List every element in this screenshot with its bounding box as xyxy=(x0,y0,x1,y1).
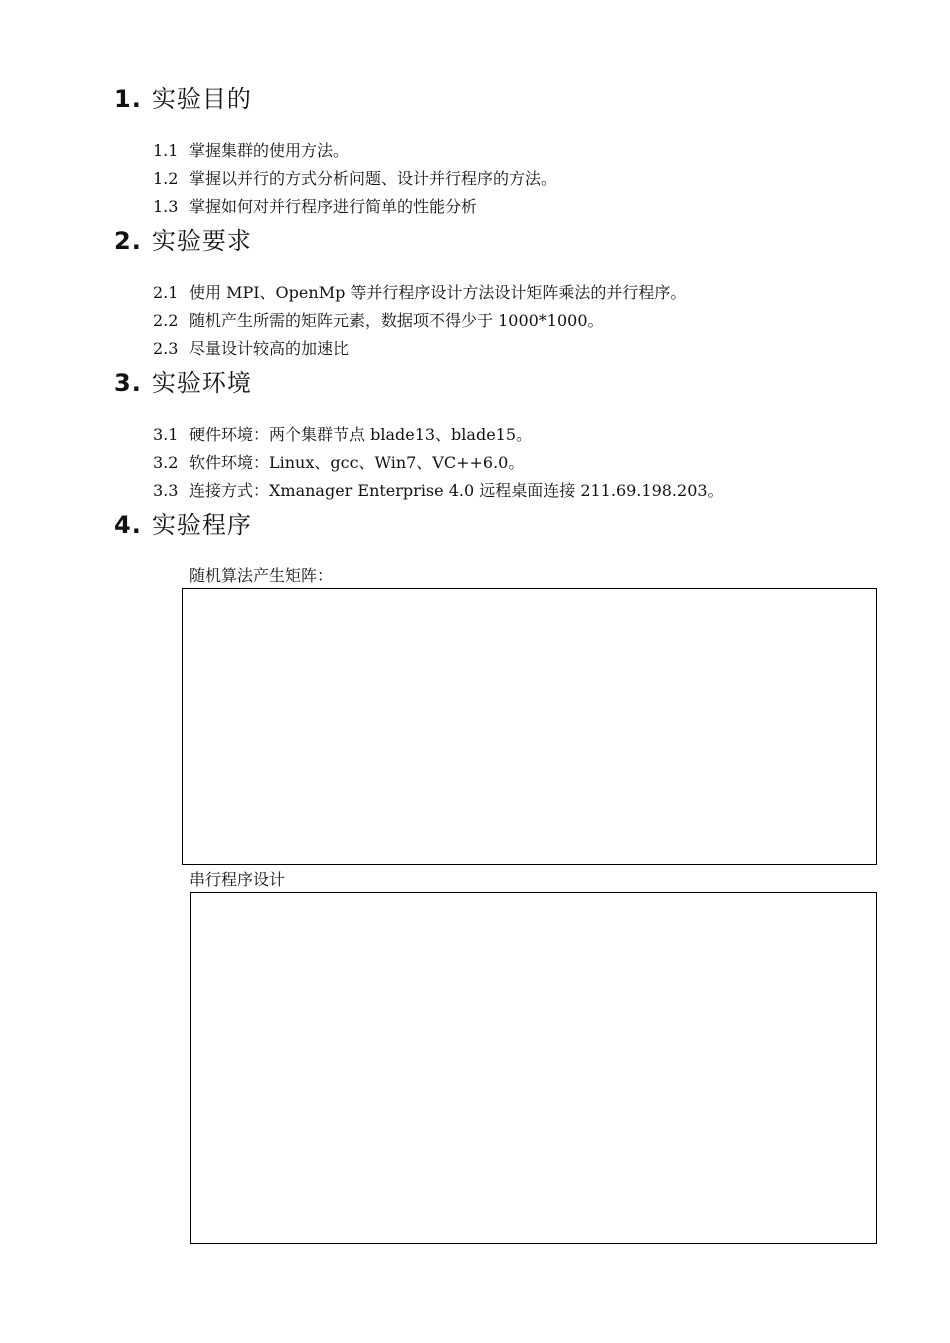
item-text: 软件环境：Linux、gcc、Win7、VC++6.0。 xyxy=(189,453,525,472)
serial-program-code-box xyxy=(190,892,877,1244)
list-item xyxy=(153,197,477,217)
list-item xyxy=(153,311,604,331)
item-number: 3.1 xyxy=(153,425,179,444)
list-item xyxy=(153,339,349,359)
section-heading-3 xyxy=(114,368,252,398)
section-heading-4 xyxy=(114,510,252,540)
list-item xyxy=(153,141,349,161)
item-text: 随机产生所需的矩阵元素，数据项不得少于 1000*1000。 xyxy=(189,311,604,330)
item-number: 3.3 xyxy=(153,481,179,500)
section-number: 1. xyxy=(114,85,142,113)
section-title: 实验程序 xyxy=(151,511,252,539)
section-heading-1 xyxy=(114,84,252,114)
item-number: 1.3 xyxy=(153,197,179,216)
random-matrix-label: 随机算法产生矩阵： xyxy=(189,566,334,585)
section-number: 3. xyxy=(114,369,142,397)
item-number: 2.3 xyxy=(153,339,179,358)
item-number: 1.2 xyxy=(153,169,179,188)
item-text: 掌握如何对并行程序进行简单的性能分析 xyxy=(189,197,478,216)
item-number: 2.2 xyxy=(153,311,179,330)
item-number: 2.1 xyxy=(153,283,179,302)
section-title: 实验要求 xyxy=(151,227,252,255)
item-text: 掌握以并行的方式分析问题、设计并行程序的方法。 xyxy=(189,169,558,188)
list-item xyxy=(153,453,524,473)
list-item xyxy=(153,481,724,501)
list-item xyxy=(153,283,686,303)
random-matrix-code-box xyxy=(182,588,877,865)
item-text: 连接方式：Xmanager Enterprise 4.0 远程桌面连接 211.69.198.203。 xyxy=(189,481,724,500)
section-heading-2 xyxy=(114,226,252,256)
section-number: 4. xyxy=(114,511,142,539)
list-item xyxy=(153,169,557,189)
item-text: 使用 MPI、OpenMp 等并行程序设计方法设计矩阵乘法的并行程序。 xyxy=(189,283,687,302)
section-number: 2. xyxy=(114,227,142,255)
item-text: 硬件环境：两个集群节点 blade13、blade15。 xyxy=(189,425,533,444)
list-item xyxy=(153,425,532,445)
item-text: 掌握集群的使用方法。 xyxy=(189,141,350,160)
item-number: 3.2 xyxy=(153,453,179,472)
item-text: 尽量设计较高的加速比 xyxy=(189,339,350,358)
section-title: 实验环境 xyxy=(151,369,252,397)
section-title: 实验目的 xyxy=(151,85,252,113)
serial-program-label: 串行程序设计 xyxy=(189,870,286,889)
item-number: 1.1 xyxy=(153,141,179,160)
